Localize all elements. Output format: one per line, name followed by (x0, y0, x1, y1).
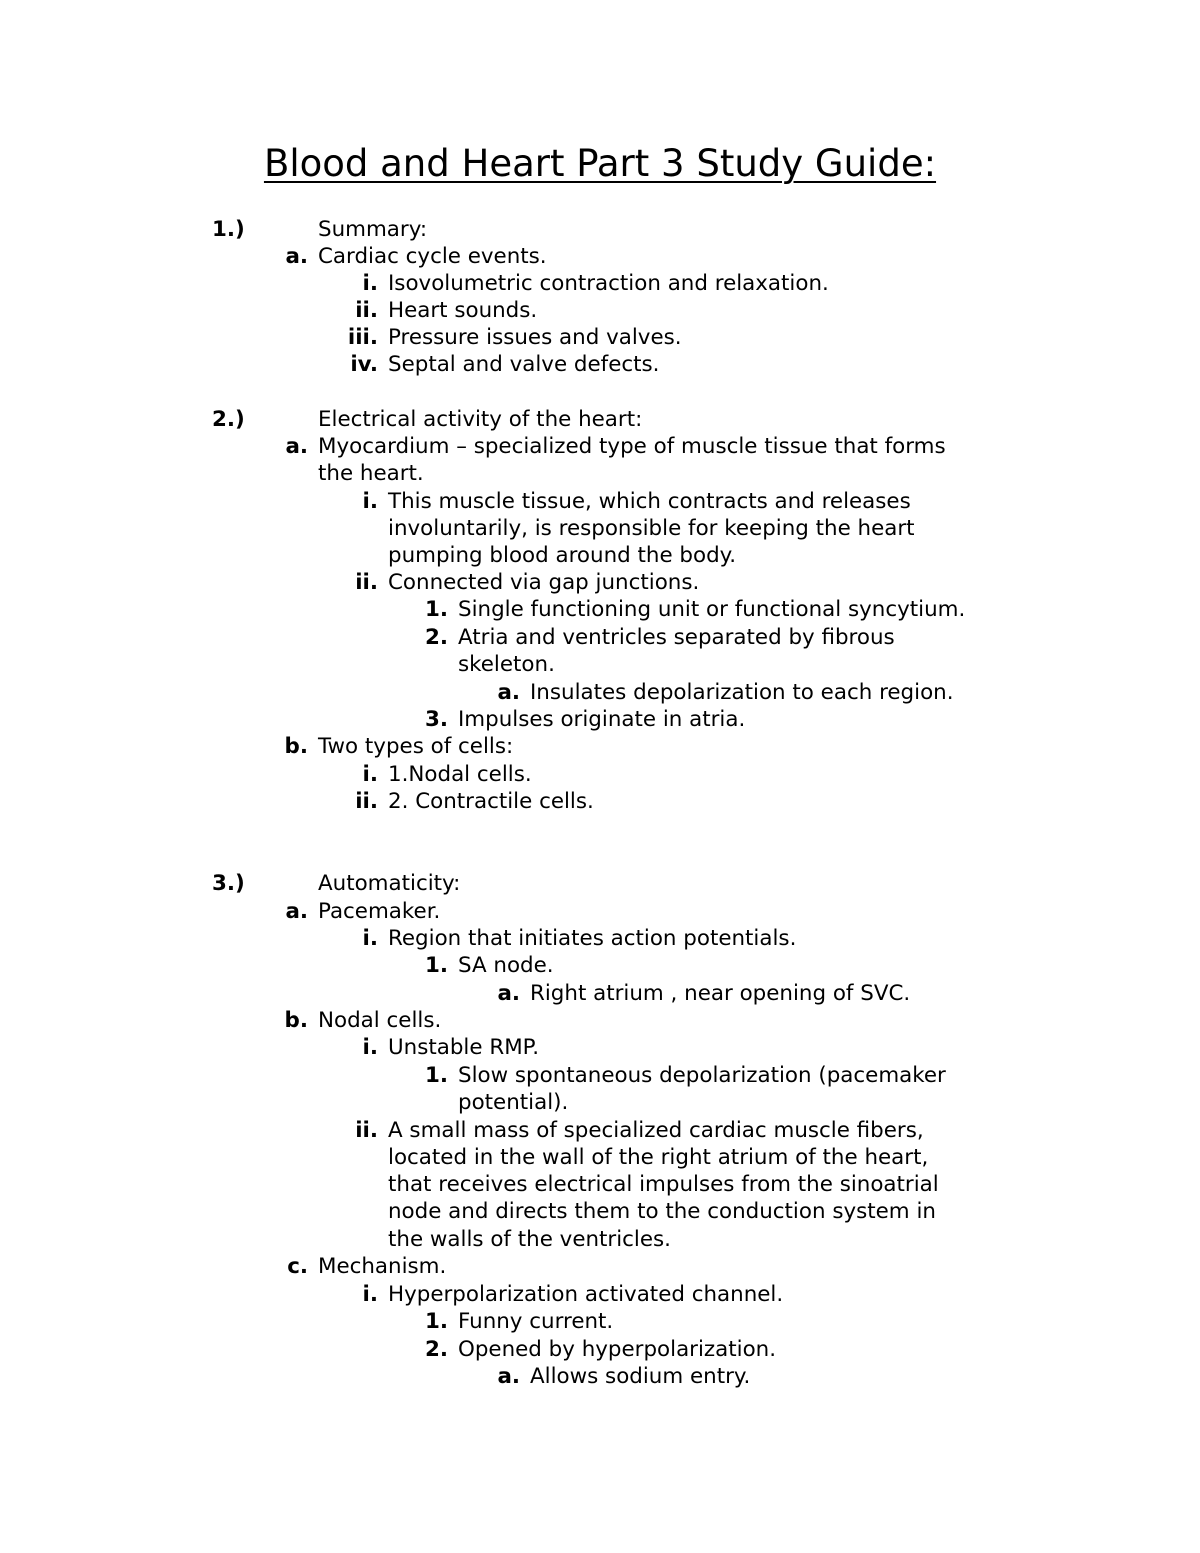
list-item: Opened by hyperpolarization. (458, 1337, 777, 1362)
list-item-continuation: involuntarily, is responsible for keeping the heart (388, 516, 915, 541)
list-item: Region that initiates action potentials. (388, 926, 797, 951)
list-marker: i. (362, 271, 378, 296)
list-marker: a. (497, 680, 520, 705)
list-marker: 2. (424, 1337, 448, 1362)
section-number: 3.) (212, 871, 245, 896)
list-item: Isovolumetric contraction and relaxation. (388, 271, 829, 296)
list-marker: a. (285, 244, 308, 269)
section-heading: Electrical activity of the heart: (318, 407, 643, 432)
list-item: Pacemaker. (318, 899, 441, 924)
list-item: Myocardium – specialized type of muscle tissue that forms (318, 434, 946, 459)
section-heading: Automaticity: (318, 871, 461, 896)
list-item: Insulates depolarization to each region. (530, 680, 954, 705)
list-item: Hyperpolarization activated channel. (388, 1282, 784, 1307)
list-marker: i. (362, 1282, 378, 1307)
list-item: Mechanism. (318, 1254, 447, 1279)
list-item: Two types of cells: (318, 734, 514, 759)
list-item-continuation: the walls of the ventricles. (388, 1227, 671, 1252)
list-marker: iv. (350, 352, 378, 377)
section-number: 1.) (212, 217, 245, 242)
list-item-continuation: the heart. (318, 461, 424, 486)
page-title: Blood and Heart Part 3 Study Guide: (263, 142, 937, 185)
list-marker: c. (287, 1254, 308, 1279)
list-item-continuation: node and directs them to the conduction system in (388, 1199, 936, 1224)
list-item: Atria and ventricles separated by fibrous (458, 625, 895, 650)
list-item: Septal and valve defects. (388, 352, 660, 377)
list-item: Unstable RMP. (388, 1035, 540, 1060)
section-heading: Summary: (318, 217, 428, 242)
list-marker: ii. (355, 570, 378, 595)
list-item-continuation: located in the wall of the right atrium of the heart, (388, 1145, 929, 1170)
list-marker: 3. (424, 707, 448, 732)
list-marker: a. (285, 434, 308, 459)
list-marker: a. (497, 981, 520, 1006)
list-marker: ii. (355, 789, 378, 814)
list-item: A small mass of specialized cardiac muscle fibers, (388, 1118, 924, 1143)
list-item-continuation: pumping blood around the body. (388, 543, 737, 568)
list-marker: 1. (424, 1309, 448, 1334)
list-marker: 1. (424, 953, 448, 978)
list-marker: ii. (355, 1118, 378, 1143)
list-item-continuation: that receives electrical impulses from the sinoatrial (388, 1172, 939, 1197)
list-item: 2. Contractile cells. (388, 789, 594, 814)
list-marker: i. (362, 489, 378, 514)
list-marker: 1. (424, 1063, 448, 1088)
list-item: This muscle tissue, which contracts and releases (388, 489, 911, 514)
list-item: Heart sounds. (388, 298, 538, 323)
list-marker: b. (284, 734, 308, 759)
list-marker: 1. (424, 597, 448, 622)
list-item: Pressure issues and valves. (388, 325, 682, 350)
list-item: Single functioning unit or functional syncytium. (458, 597, 966, 622)
list-marker: ii. (355, 298, 378, 323)
list-item: Cardiac cycle events. (318, 244, 547, 269)
list-marker: iii. (347, 325, 378, 350)
list-marker: i. (362, 926, 378, 951)
list-marker: a. (497, 1364, 520, 1389)
list-item: SA node. (458, 953, 554, 978)
list-marker: i. (362, 762, 378, 787)
list-item: Allows sodium entry. (530, 1364, 751, 1389)
section-number: 2.) (212, 407, 245, 432)
list-marker: b. (284, 1008, 308, 1033)
list-item: Impulses originate in atria. (458, 707, 746, 732)
list-item: Funny current. (458, 1309, 614, 1334)
list-item: Nodal cells. (318, 1008, 442, 1033)
list-item: Right atrium , near opening of SVC. (530, 981, 911, 1006)
list-marker: a. (285, 899, 308, 924)
list-item: Slow spontaneous depolarization (pacemaker (458, 1063, 946, 1088)
list-item: 1.Nodal cells. (388, 762, 532, 787)
list-item-continuation: skeleton. (458, 652, 555, 677)
list-item-continuation: potential). (458, 1090, 569, 1115)
list-marker: 2. (424, 625, 448, 650)
list-marker: i. (362, 1035, 378, 1060)
list-item: Connected via gap junctions. (388, 570, 700, 595)
